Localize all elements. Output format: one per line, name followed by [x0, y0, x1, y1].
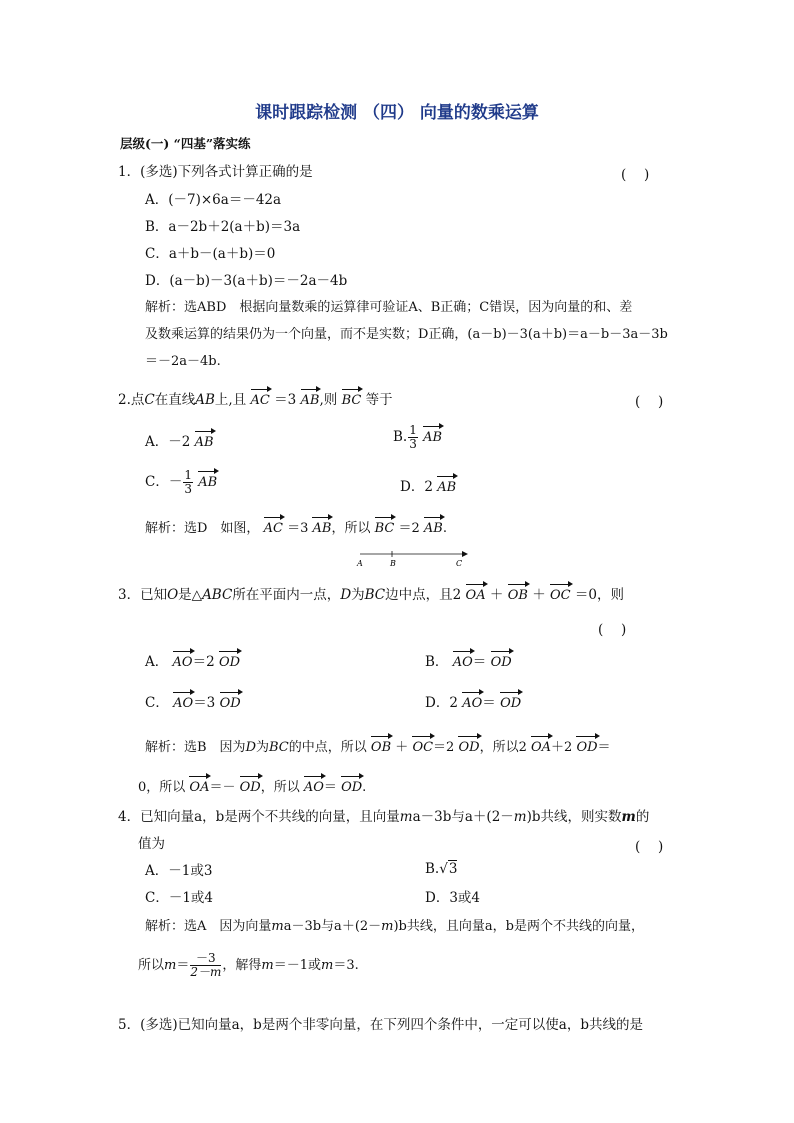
q1-option-c: C．a＋b－(a＋b)＝0: [145, 246, 276, 262]
q4-solution-line-2: [138, 952, 359, 979]
option-label: D．2: [400, 479, 433, 495]
solution-text: ＝: [323, 780, 337, 795]
vector-ab: AB: [195, 430, 214, 452]
point-b-label: B: [390, 559, 396, 568]
vector-ab: AB: [312, 516, 331, 538]
q3-point-d: D: [245, 740, 256, 755]
q3-side-bc: BC: [364, 587, 386, 603]
q4-text: a－3b与a＋(2－: [412, 809, 514, 825]
q2-stem: [118, 388, 393, 410]
vector-oa: OA: [466, 583, 486, 605]
option-label: B.: [393, 429, 408, 445]
option-text: ＝: [472, 654, 487, 670]
vector-ao: AO: [173, 691, 193, 713]
q2-line-figure: [352, 548, 472, 570]
q2-text: ,则: [319, 392, 338, 408]
q5-stem: 5．(多选)已知向量a，b是两个非零向量，在下列四个条件中，一定可以使a，b共线的是: [118, 1017, 644, 1033]
q3-solution-line-2: [138, 775, 366, 797]
solution-text: 解析：选A 因为向量: [145, 919, 272, 934]
option-label: B．: [425, 654, 449, 670]
solution-text: ＝: [597, 740, 611, 755]
q4-option-d: D．3或4: [425, 890, 481, 906]
q3-text: ＋: [489, 587, 504, 603]
option-label: C．: [145, 695, 169, 711]
q3-text: ＋: [532, 587, 546, 603]
solution-text: ，解得: [222, 958, 262, 973]
solution-text: 的中点，所以: [288, 740, 367, 755]
vector-oa: OA: [189, 775, 209, 797]
q2-option-a: [145, 430, 214, 452]
q2-text: 上,且: [214, 392, 247, 408]
vector-ob: OB: [371, 735, 391, 757]
q1-stem: 1．(多选)下列各式计算正确的是: [118, 164, 313, 180]
q3-text: ＝0，则: [574, 587, 624, 603]
q3-text: 边中点，且2: [385, 587, 462, 603]
vector-ac: AC: [251, 388, 270, 410]
solution-text: ＋: [395, 740, 409, 755]
numerator: 1: [184, 468, 192, 482]
option-text: ＝3: [193, 695, 216, 711]
solution-text: 解析：选D 如图，: [145, 521, 260, 536]
vector-od: OD: [458, 735, 479, 757]
q4-var-m: m: [164, 958, 177, 973]
fraction-one-third: [408, 424, 418, 451]
vector-ao: AO: [462, 691, 482, 713]
q2-option-b: [393, 424, 442, 451]
q1-solution-line-1: 解析：选ABD 根据向量数乘的运算律可验证A、B正确；C错误，因为向量的和、差: [145, 300, 633, 315]
q2-option-c: [145, 469, 217, 496]
q4-var-m: m: [271, 919, 284, 934]
solution-text: ，所以: [331, 521, 371, 536]
solution-text: ，所以2: [479, 740, 527, 755]
radicand: 3: [448, 861, 458, 877]
page-title: 课时跟踪检测 （四） 向量的数乘运算: [255, 103, 539, 123]
vector-oc: OC: [550, 583, 571, 605]
q3-point-d: D: [340, 587, 352, 603]
q3-stem: [118, 583, 624, 605]
q2-option-d: [400, 475, 456, 497]
q4-stem-line-1: [118, 808, 649, 826]
q3-text: 为: [351, 587, 365, 603]
q3-solution-line-1: [145, 735, 611, 757]
solution-text: ＝2: [398, 521, 420, 536]
numerator: －3: [190, 952, 221, 966]
q4-answer-bracket: ( ): [635, 839, 664, 855]
q2-solution: [145, 516, 447, 538]
option-text: ＝: [482, 695, 496, 711]
q2-line-ab: AB: [195, 392, 215, 408]
q3-side-bc: BC: [269, 740, 289, 755]
denominator: 3: [184, 482, 192, 496]
option-label: D．2: [425, 695, 458, 711]
solution-text: ＝: [176, 958, 190, 973]
vector-ob: OB: [508, 583, 528, 605]
solution-text: ＝3: [287, 521, 309, 536]
solution-text: .: [362, 780, 367, 795]
numerator: 1: [409, 423, 417, 437]
q1-option-b: B．a－2b＋2(a＋b)＝3a: [145, 219, 301, 235]
q1-solution-line-3: ＝－2a－4b.: [145, 354, 221, 369]
q1-option-d: D．(a－b)－3(a＋b)＝－2a－4b: [145, 273, 348, 289]
q2-answer-bracket: ( ): [635, 394, 664, 410]
vector-od: OD: [220, 691, 241, 713]
vector-ab: AB: [198, 470, 217, 492]
q4-solution-line-1: [145, 918, 644, 936]
solution-text: ＝－: [209, 780, 236, 795]
q2-text: ＝3: [274, 392, 297, 408]
vector-od: OD: [576, 735, 597, 757]
vector-ao: AO: [173, 650, 193, 672]
q1-solution-line-2: 及数乘运算的结果仍为一个向量，而不是实数；D正确，(a－b)－3(a＋b)＝a－b－3a－3b: [145, 327, 668, 342]
solution-text: 为: [256, 740, 270, 755]
solution-text: 0，所以: [138, 780, 186, 795]
arrow-head-icon: [462, 551, 468, 557]
q3-option-b: [425, 650, 512, 672]
point-a-label: A: [357, 559, 363, 568]
q3-option-c: [145, 691, 241, 713]
vector-bc: BC: [375, 516, 395, 538]
solution-text: ＝3.: [333, 958, 359, 973]
q3-answer-bracket: ( ): [598, 622, 627, 638]
q4-stem-line-2: 值为: [138, 836, 165, 852]
denominator: 2－m: [190, 965, 222, 979]
q4-var-m: m: [513, 809, 527, 825]
q2-text: 2.点: [118, 392, 145, 408]
vector-ao: AO: [304, 775, 324, 797]
solution-text: ＝－1或: [273, 958, 321, 973]
q4-var-m: m: [261, 958, 274, 973]
q2-text: 等于: [365, 392, 393, 408]
q4-option-a: A．－1或3: [145, 863, 213, 879]
solution-text: a－3b与a＋(2－: [283, 919, 382, 934]
q1-answer-bracket: ( ): [621, 167, 650, 183]
fraction-one-third: [183, 469, 193, 496]
q4-var-m: m: [381, 919, 394, 934]
q4-var-m: m: [321, 958, 334, 973]
solution-text: .: [442, 521, 447, 536]
option-label: C．－: [145, 474, 183, 490]
vector-od: OD: [219, 650, 240, 672]
vector-od: OD: [341, 775, 362, 797]
option-label: B.: [425, 861, 440, 877]
q1-option-a: A．(－7)×6a＝－42a: [145, 192, 282, 208]
option-text: ＝2: [192, 654, 215, 670]
solution-text: ＋2: [551, 740, 573, 755]
q4-option-c: C．－1或4: [145, 890, 214, 906]
q3-text: 是△: [178, 587, 203, 603]
vector-oc: OC: [412, 735, 433, 757]
q3-option-d: [425, 691, 521, 713]
vector-ac: AC: [264, 516, 283, 538]
option-label: A．－2: [145, 434, 191, 450]
vector-ab: AB: [437, 475, 456, 497]
q3-text: 3．已知: [118, 587, 168, 603]
vector-od: OD: [491, 650, 512, 672]
q4-text: )b共线，则实数: [526, 809, 622, 825]
fraction: [190, 952, 221, 979]
q4-text: 的: [635, 809, 650, 825]
vector-ab: AB: [301, 388, 320, 410]
q4-var-m: m: [399, 809, 413, 825]
section-level: 层级(一) “四基”落实练: [120, 136, 251, 151]
point-c-label: C: [456, 559, 463, 568]
q4-text: 4．已知向量a，b是两个不共线的向量，且向量: [118, 809, 400, 825]
vector-oa: OA: [531, 735, 551, 757]
q2-text: 在直线: [154, 392, 196, 408]
vector-bc: BC: [342, 388, 362, 410]
q3-option-a: [145, 650, 240, 672]
solution-text: ＝2: [433, 740, 455, 755]
q4-option-b: B.√3: [425, 861, 458, 877]
solution-text: )b共线，且向量a，b是两个不共线的向量，: [393, 919, 644, 934]
vector-ab: AB: [424, 516, 443, 538]
vector-od: OD: [500, 691, 521, 713]
denominator: 3: [409, 437, 417, 451]
option-label: A．: [145, 654, 169, 670]
solution-text: 解析：选B 因为: [145, 740, 246, 755]
q2-point-c: C: [144, 392, 155, 408]
solution-text: ，所以: [260, 780, 300, 795]
q3-text: 所在平面内一点，: [232, 587, 341, 603]
q3-point-o: O: [167, 587, 179, 603]
vector-ab: AB: [423, 425, 442, 447]
vector-ao: AO: [453, 650, 473, 672]
solution-text: 所以: [138, 958, 165, 973]
q4-var-m: m: [621, 809, 636, 825]
vector-od: OD: [240, 775, 261, 797]
q3-triangle: ABC: [202, 587, 233, 603]
